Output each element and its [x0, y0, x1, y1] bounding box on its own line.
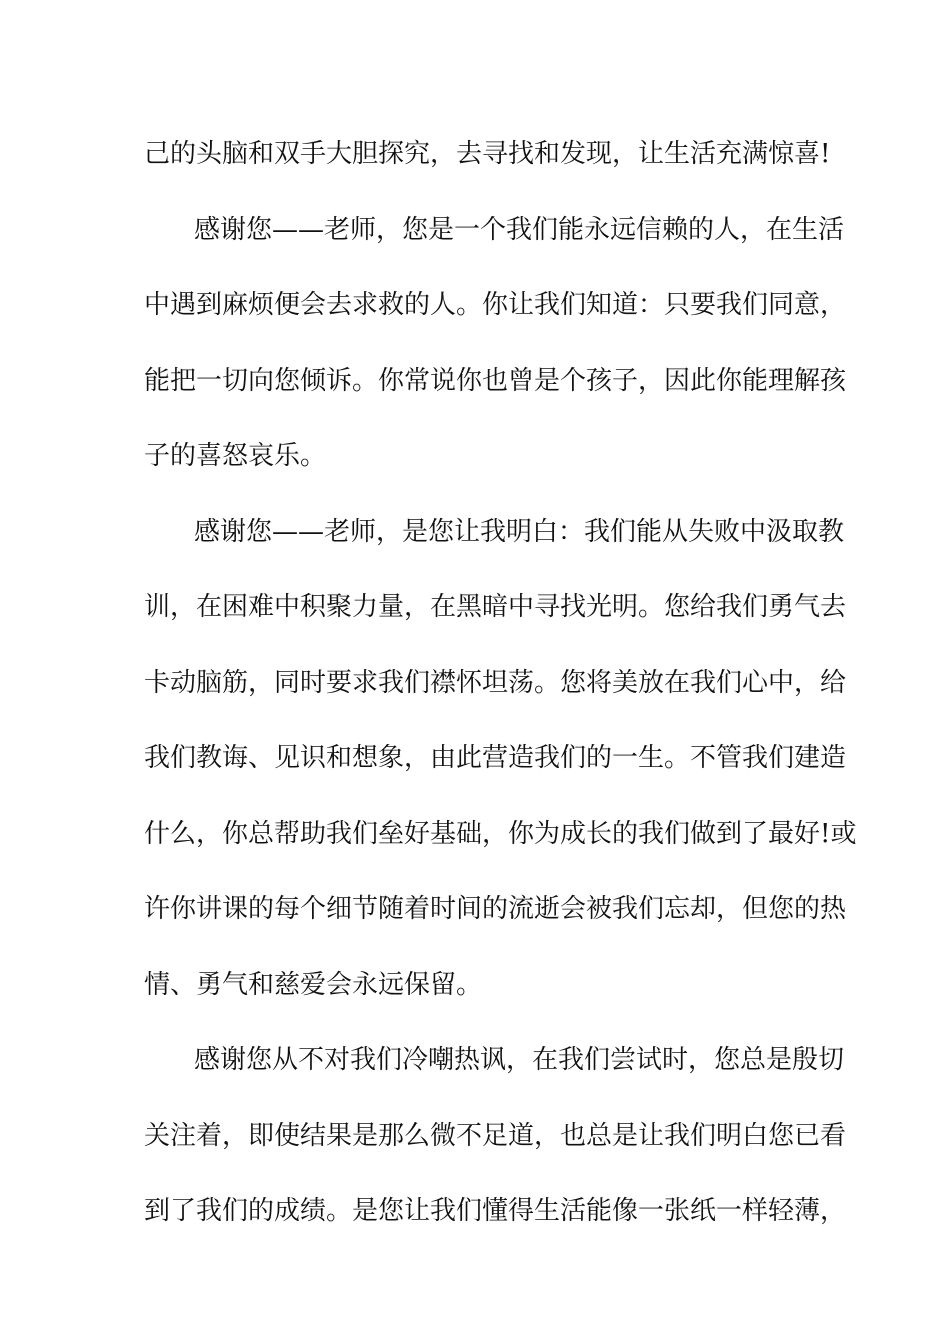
- text-line: 卡动脑筋，同时要求我们襟怀坦荡。您将美放在我们心中，给: [144, 667, 847, 698]
- text-line: 能把一切向您倾诉。你常说你也曾是个孩子，因此你能理解孩: [144, 365, 847, 396]
- text-line: 己的头脑和双手大胆探究，去寻找和发现，让生活充满惊喜!: [144, 139, 831, 169]
- text-line: 情、勇气和慈爱会永远保留。: [144, 969, 483, 1000]
- text-line: 训，在困难中积聚力量，在黑暗中寻找光明。您给我们勇气去: [144, 592, 847, 622]
- text-line: 我们教诲、见识和想象，由此营造我们的一生。不管我们建造: [144, 743, 847, 773]
- text-line: 什么，你总帮助我们垒好基础，你为成长的我们做到了最好!或: [144, 818, 857, 849]
- text-line: 许你讲课的每个细节随着时间的流逝会被我们忘却，但您的热: [144, 894, 847, 924]
- paragraph-first-line: 感谢您——老师，您是一个我们能永远信赖的人，在生活: [194, 214, 845, 245]
- paragraph-first-line: 感谢您——老师，是您让我明白：我们能从失败中汲取教: [194, 516, 845, 547]
- document-body: [144, 128, 857, 1261]
- text-line: 关注着，即使结果是那么微不足道，也总是让我们明白您已看: [144, 1120, 847, 1151]
- paragraph-first-line: 感谢您从不对我们冷嘲热讽，在我们尝试时，您总是殷切: [194, 1045, 845, 1075]
- text-line: 子的喜怒哀乐。: [144, 441, 327, 471]
- text-line: 到了我们的成绩。是您让我们懂得生活能像一张纸一样轻薄，: [144, 1196, 847, 1226]
- text-line: 中遇到麻烦便会去求救的人。你让我们知道：只要我们同意，: [144, 290, 847, 320]
